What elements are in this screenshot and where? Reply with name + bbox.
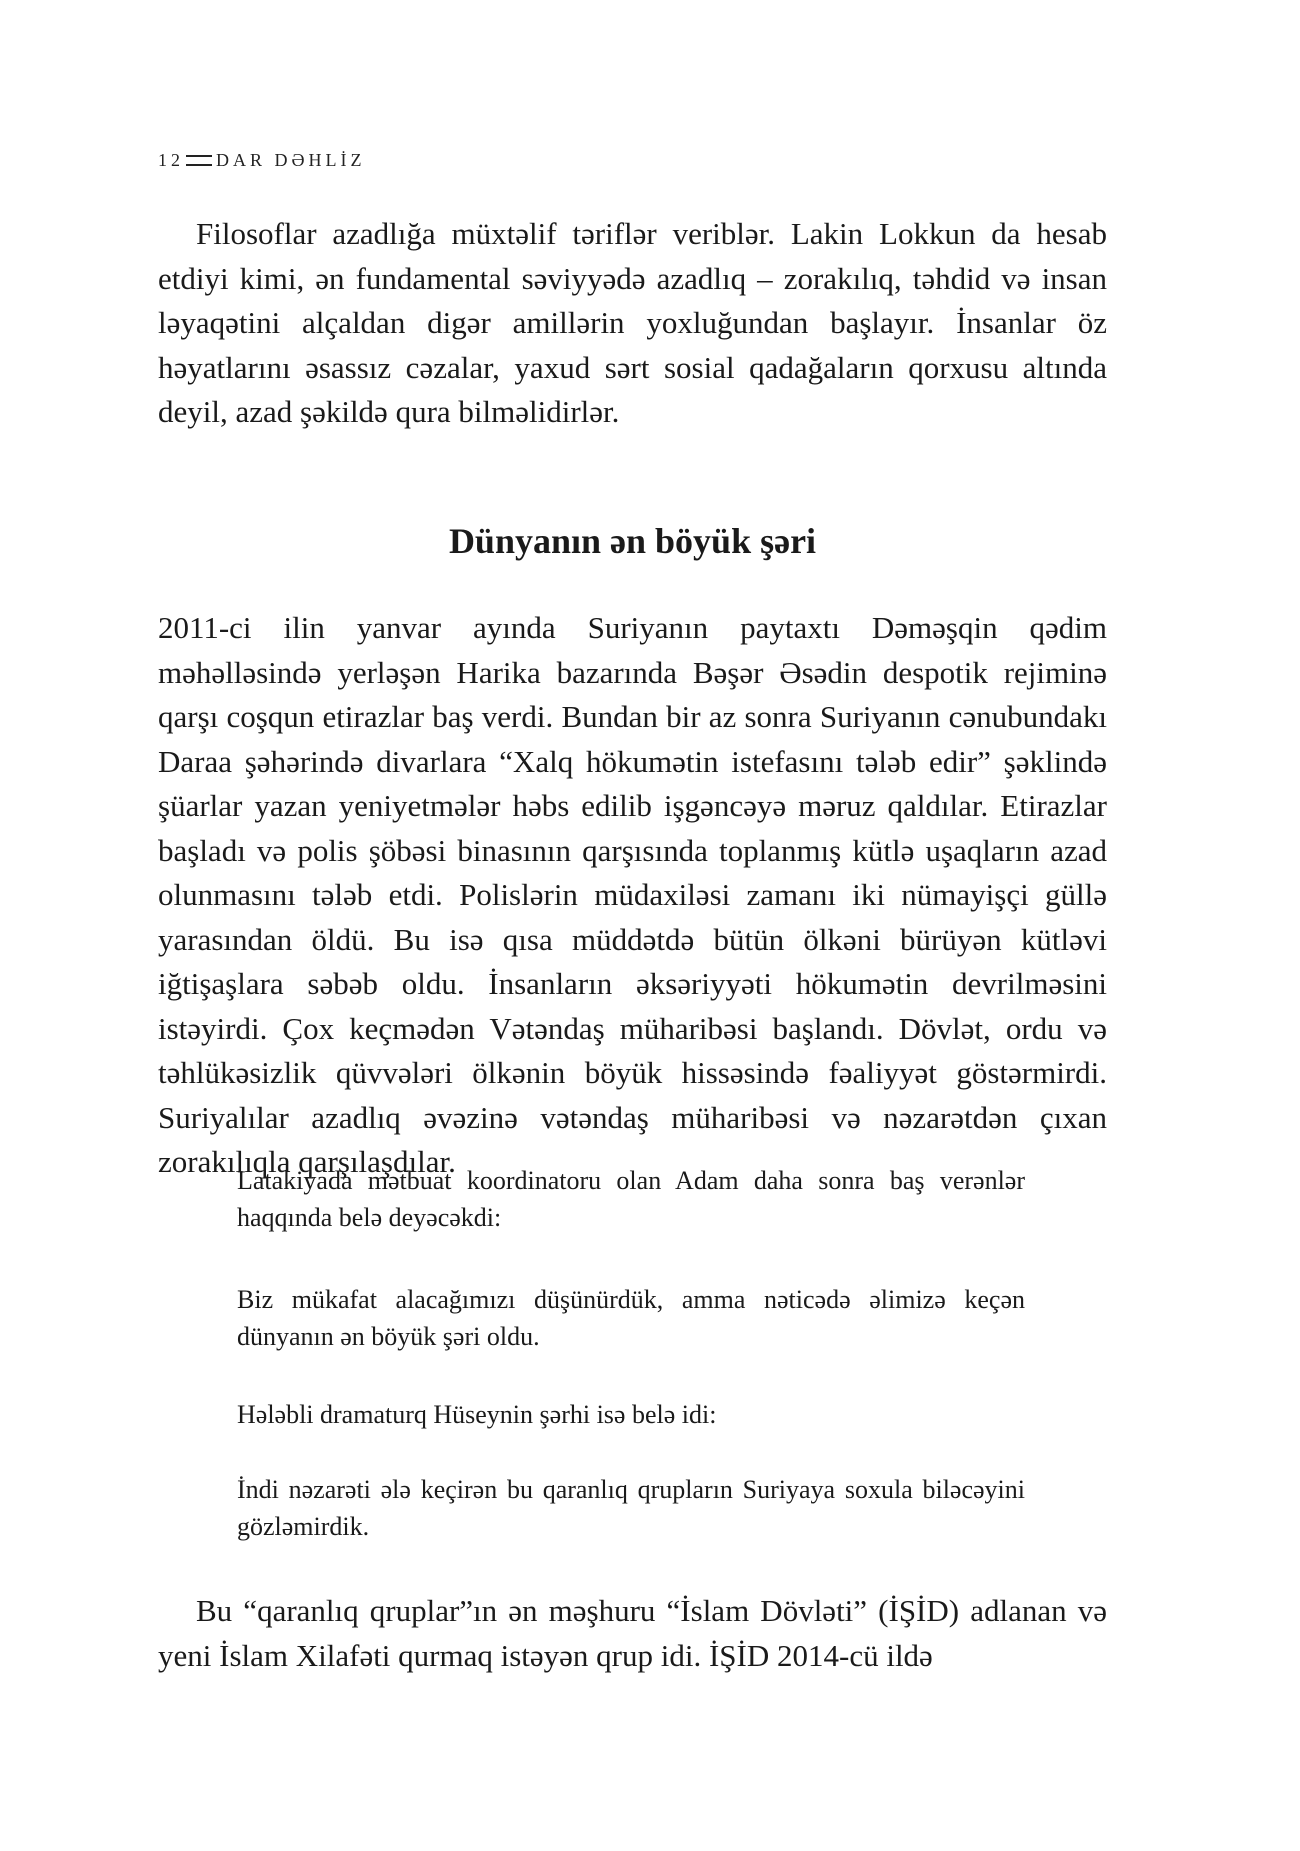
body-paragraph-1: Filosoflar azadlığa müxtəlif təriflər veriblər. Lakin Lokkun da hesab etdiyi kimi, ən fundamental səviyyədə azadlıq – zorakılıq, təhdid və insan ləyaqətini alçaldan digər amillərin yoxluğundan başlayır. İnsanlar öz həyatlarını əsassız cəzalar, yaxud sərt sosial qadağaların qorxusu altında deyil, azad şəkildə qura bilməlidirlər. xyxy=(158,216,1107,429)
body-paragraph-3: Bu “qaranlıq qruplar”ın ən məşhuru “İslam Dövləti” (İŞİD) adlanan və yeni İslam Xilafəti qurmaq istəyən qrup idi. İŞİD 2014-cü ildə xyxy=(158,1593,1107,1673)
book-title: DAR DƏHLİZ xyxy=(216,150,366,170)
section-title: Dünyanın ən böyük şəri xyxy=(448,521,817,561)
body-paragraph-2: 2011-ci ilin yanvar ayında Suriyanın paytaxtı Dəməşqin qədim məhəlləsində yerləşən Harika bazarında Bəşər Əsədin despotik rejiminə qarşı coşqun etirazlar baş verdi. Bundan bir az sonra Suriyanın cənubundakı Daraa şəhərində divarlara “Xalq hökumətin istefasını tələb edir” şəklində şüarlar yazan yeniyetmələr həbs edilib işgəncəyə məruz qaldılar. Etirazlar başladı və polis şöbəsi binasının qarşısında toplanmış kütlə uşaqların azad olunmasını tələb etdi. Polislərin müdaxiləsi zamanı iki nümayişçi güllə yarasından öldü. Bu isə qısa müddətdə bütün ölkəni bürüyən kütləvi iğtişaşlara səbəb oldu. İnsanların əksəriyyəti hökumətin devrilməsini istəyirdi. Çox keçmədən Vətəndaş müharibəsi başlandı. Dövlət, ordu və təhlükəsizlik qüvvələri ölkənin böyük hissəsində fəaliyyət göstərmirdi. Suriyalılar azadlıq əvəzinə vətəndaş müharibəsi və nəzarətdən çıxan zorakılıqla qarşılaşdılar. xyxy=(158,610,1107,1179)
header-double-rule xyxy=(186,155,212,166)
running-header xyxy=(158,150,366,171)
page-number: 12 xyxy=(158,150,184,170)
block-quote-1: Biz mükafat alacağımızı düşünürdük, amma nəticədə əlimizə keçən dünyanın ən böyük şəri oldu. xyxy=(237,1285,1025,1351)
quote-intro-1: Latakiyada mətbuat koordinatoru olan Adam daha sonra baş verənlər haqqında belə deyəcəkdi: xyxy=(237,1166,1025,1232)
block-quote-2: İndi nəzarəti ələ keçirən bu qaranlıq qrupların Suriyaya soxula biləcəyini gözləmirdik. xyxy=(237,1475,1025,1541)
quote-intro-2: Hələbli dramaturq Hüseynin şərhi isə belə idi: xyxy=(237,1400,717,1429)
